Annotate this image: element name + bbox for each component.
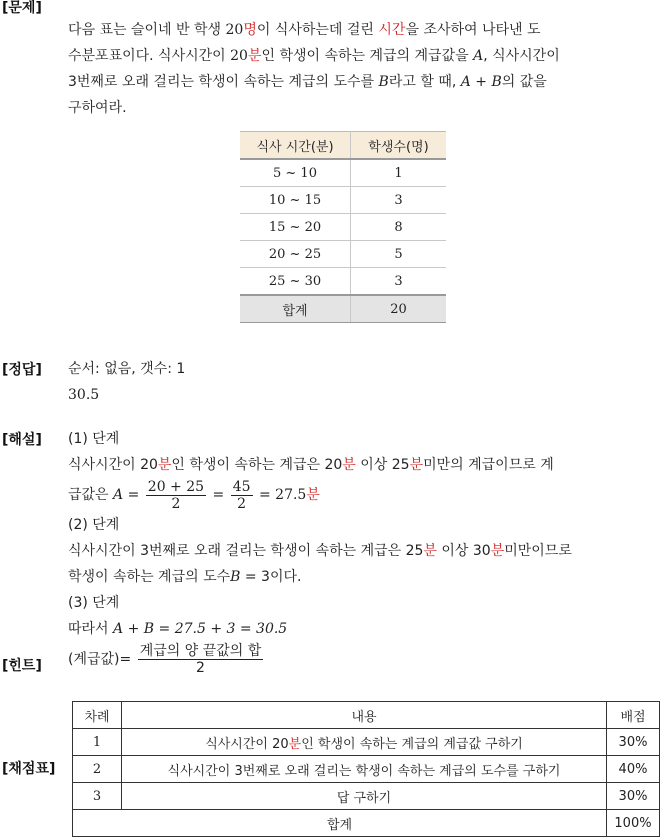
answer-value: 30.5 <box>68 387 100 403</box>
row-range: 25 ~ 30 <box>240 268 351 296</box>
fraction-result: $\frac{45}{2}$ <box>232 478 251 512</box>
header-count: 학생수(명) <box>351 132 447 160</box>
total-label: 합계 <box>240 295 351 323</box>
answer-text <box>68 356 628 408</box>
answer-label: [정답] <box>2 362 42 378</box>
table-row <box>240 241 446 268</box>
step-3-title: (3) 단계 <box>68 595 120 611</box>
problem-line-3: 3번째로 오래 걸리는 학생이 속하는 계급의 도수를 B라고 할 때, A + B의 값을 <box>68 74 547 90</box>
table-row: 3 답 구하기 30% <box>73 783 660 810</box>
problem-line-1: 다음 표는 슬이네 반 학생 20명이 식사하는데 걸린 시간을 조사하여 나타낸 도 <box>68 22 541 38</box>
fraction-sum: $\frac{20 + 25}{2}$ <box>147 478 205 512</box>
table-row <box>240 159 446 187</box>
row-count: 1 <box>351 159 447 187</box>
step-2-title: (2) 단계 <box>68 517 120 533</box>
row-range: 15 ~ 20 <box>240 214 351 241</box>
problem-text <box>68 17 628 121</box>
step-1-line-1: 식사시간이 20분인 학생이 속하는 계급은 20분 이상 25분미만의 계급이므로 계 <box>68 457 554 473</box>
step-2-line-1: 식사시간이 3번째로 오래 걸리는 학생이 속하는 계급은 25분 이상 30분미만이므로 <box>68 543 572 559</box>
row-count: 3 <box>351 268 447 296</box>
table-row: 2 식사시간이 3번째로 오래 걸리는 학생이 속하는 계급의 도수를 구하기 40% <box>73 756 660 783</box>
grading-table <box>72 701 660 837</box>
hint-text: (계급값)= $\frac{\text{계급의 양 끝값의 합}}{2}$ <box>68 643 262 676</box>
solution-label: [해설] <box>2 432 42 448</box>
hint-fraction: $\frac{\text{계급의 양 끝값의 합}}{2}$ <box>139 643 262 676</box>
row-range: 20 ~ 25 <box>240 241 351 268</box>
step-1-title: (1) 단계 <box>68 431 120 447</box>
grading-total-row: 합계 100% <box>73 810 660 837</box>
row-range: 10 ~ 15 <box>240 187 351 214</box>
answer-line-1: 순서: 없음, 갯수: 1 <box>68 361 186 377</box>
problem-line-2: 수분포표이다. 식사시간이 20분인 학생이 속하는 계급의 계급값을 A, 식사시간이 <box>68 48 560 64</box>
step-3-line-1: 따라서 A + B = 27.5 + 3 = 30.5 <box>68 621 288 637</box>
row-range: 5 ~ 10 <box>240 159 351 187</box>
problem-line-4: 구하여라. <box>68 100 127 116</box>
solution-text <box>68 426 628 642</box>
row-count: 8 <box>351 214 447 241</box>
total-value: 20 <box>351 295 447 323</box>
row-count: 5 <box>351 241 447 268</box>
step-2-line-2: 학생이 속하는 계급의 도수B = 3이다. <box>68 569 302 585</box>
grading-label: [채점표] <box>2 761 56 777</box>
table-row <box>240 187 446 214</box>
frequency-table-header <box>240 132 446 160</box>
table-row: 1 식사시간이 20분인 학생이 속하는 계급의 계급값 구하기 30% <box>73 729 660 756</box>
frequency-table <box>240 131 446 323</box>
hint-label: [힌트] <box>2 658 42 674</box>
header-time: 식사 시간(분) <box>240 132 351 160</box>
grading-header: 차례 내용 배점 <box>73 702 660 729</box>
table-row <box>240 214 446 241</box>
table-row <box>240 268 446 296</box>
problem-label: [문제] <box>2 0 42 16</box>
table-total-row <box>240 295 446 323</box>
row-count: 3 <box>351 187 447 214</box>
step-1-line-2: 급값은 A = $\frac{20 + 25}{2}$ = $\frac{45}{2}$ = 27.5분 <box>68 478 320 512</box>
